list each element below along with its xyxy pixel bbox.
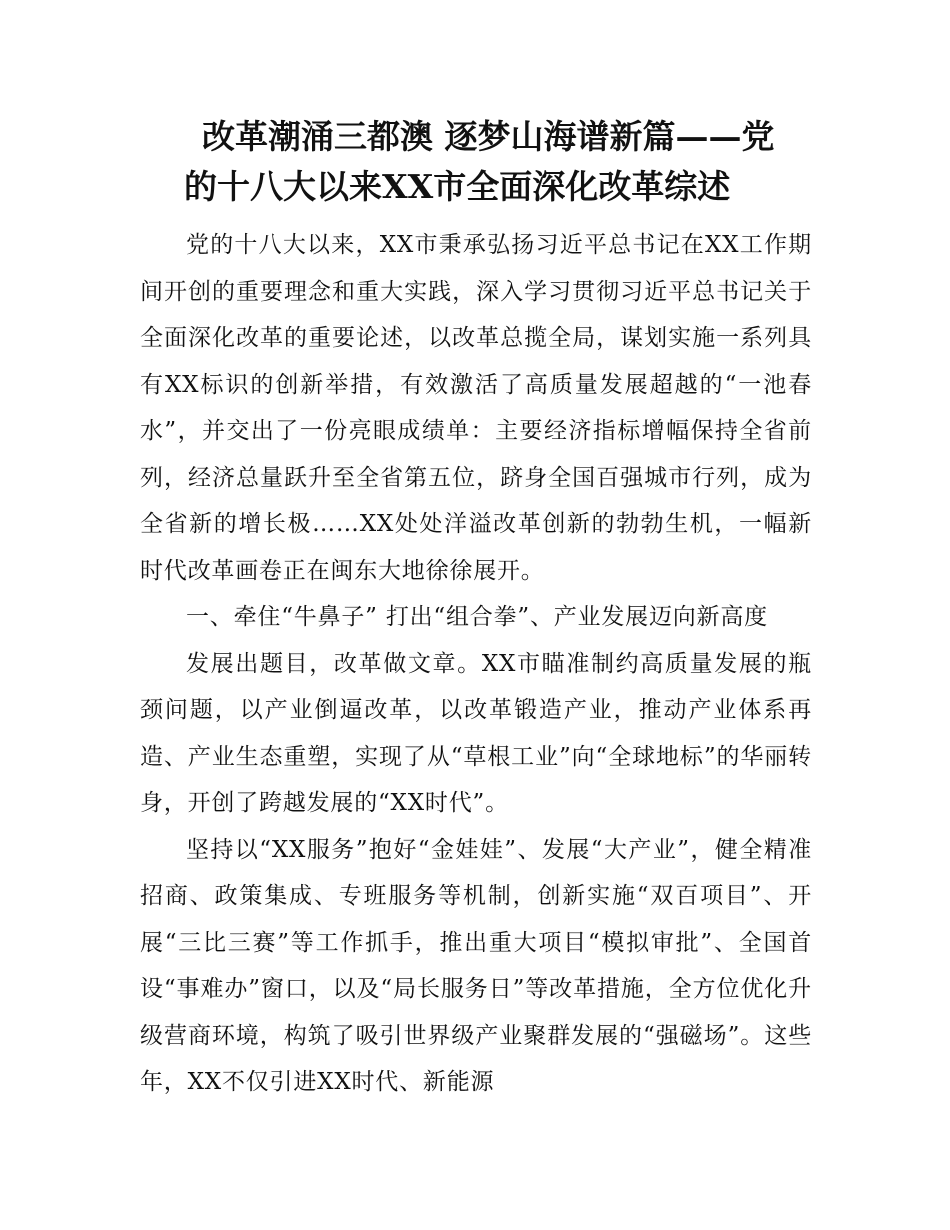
document-body — [140, 222, 812, 1106]
section-heading-1: 一、牵住“牛鼻子” 打出“组合拳”、产业发展迈向新高度 — [186, 604, 768, 630]
title-line-1: 改革潮涌三都澳 逐梦山海谱新篇——党 — [202, 117, 775, 156]
document-title — [140, 112, 820, 212]
paragraph-intro: 党的十八大以来，XX市秉承弘扬习近平总书记在XX工作期间开创的重要理念和重大实践，深入学习贯彻习近平总书记关于全面深化改革的重要论述，以改革总揽全局，谋划实施一系列具有XX标识的创新举措，有效激活了高质量发展超越的“一池春水”，并交出了一份亮眼成绩单：主要经济指标增幅保持全省前列，经济总量跃升至全省第五位，跻身全国百强城市行列，成为全省新的增长极……XX处处洋溢改革创新的勃勃生机，一幅新时代改革画卷正在闽东大地徐徐展开。 — [140, 232, 812, 584]
title-line-2: 的十八大以来XX市全面深化改革综述 — [184, 167, 731, 206]
paragraph-3: 坚持以“XX服务”抱好“金娃娃”、发展“大产业”，健全精准招商、政策集成、专班服务等机制，创新实施“双百项目”、开展“三比三赛”等工作抓手，推出重大项目“模拟审批”、全国首设“事难办”窗口，以及“局长服务日”等改革措施，全方位优化升级营商环境，构筑了吸引世界级产业聚群发展的“强磁场”。这些年，XX不仅引进XX时代、新能源 — [140, 836, 812, 1095]
paragraph-2: 发展出题目，改革做文章。XX市瞄准制约高质量发展的瓶颈问题，以产业倒逼改革，以改革锻造产业，推动产业体系再造、产业生态重塑，实现了从“草根工业”向“全球地标”的华丽转身，开创了跨越发展的“XX时代”。 — [140, 650, 812, 816]
